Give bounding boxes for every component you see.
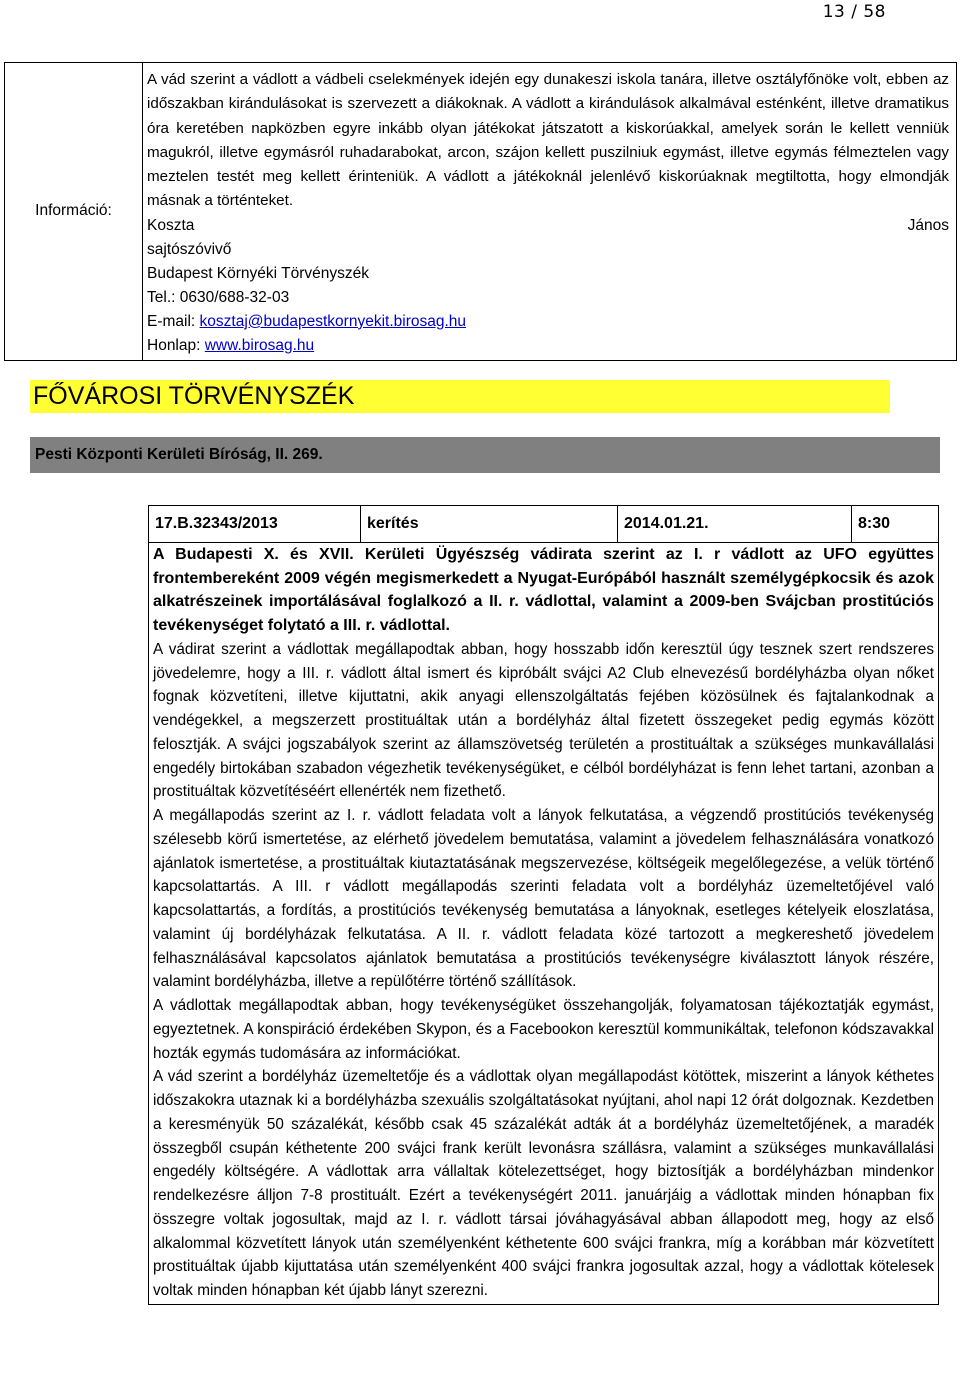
case-header-row <box>149 506 939 543</box>
case-paragraph: A vádlottak megállapodtak abban, hogy tevékenységüket összehangolják, folyamatosan tájékoztatják egymást, egyeztetnek. A konspiráció érdekében Skypon, és a Facebookon keresztül kommunikáltak, telefonon kódszavakkal hozták egymás tudomására az információkat. <box>153 997 934 1062</box>
court-heading-bar <box>30 380 890 413</box>
case-intro: A Budapesti X. és XVII. Kerületi Ügyészség vádirata szerint az I. r vádlott az UFO együttes frontembereként 2009 végén megismerkedett a Nyugat-Európából használt személygépkocsik és azok alkatrészeinek importálásával foglalkozó a II. r. vádlottal, valamint a 2009-ben Svájcban prostitúciós tevékenységet folytató a III. r. vádlottal. <box>153 546 934 635</box>
contact-website-label: Honlap: <box>147 336 205 354</box>
contact-email-line <box>147 310 949 334</box>
contact-last-name: János <box>907 216 949 234</box>
case-paragraph: A vád szerint a bordélyház üzemeltetője és a vádlottak olyan megállapodást kötöttek, miszerint a lányok kéthetes időszakokra utaznak ki a bordélyházba szexuális szolgáltatásokat nyújtani, ahol napi 12 órát dolgoznak. Kezdetben a keresményük 50 százalékát, később csak 45 százalékát adták át a bordélyház üzemeltetőjének, a maradék összegből csupán kéthetente 200 svájci frank került levonásra szállásra, valamint a szükséges munkavállalási engedély költségére. A vádlottak arra vállaltak kötelezettséget, hogy biztosítják a bordélyházban mindenkor rendelkezésre álljon 7-8 prostituált. Ezért a tevékenységért 2011. januárjáig a vádlottak minden hónapban fix összegre voltak jogosultak, majd az I. r. vádlott társai jóváhagyásával abban állapodott meg, hogy az első alkalommal közvetített lányok után személyenként kéthetente 600 svájci frankra, míg a korábban már közvetített prostituáltak újabb kijuttatása után személyenként 400 svájci frankra jogosultak azzal, hogy a vádlottak kötelesek voltak minden hónapban két újabb lányt szerezni. <box>153 1068 934 1300</box>
case-body-row <box>149 543 939 1305</box>
info-label-cell <box>5 63 143 361</box>
info-paragraph: A vád szerint a vádlott a vádbeli cselekmények idején egy dunakeszi iskola tanára, illetve osztályfőnöke volt, ebben az időszakban kirándulásokat is szervezett a diákoknak. A vádlott a kirándulások alkalmával esténként, illetve dramatikus óra keretében napközben egyre inkább olyan játékokat játszatott a kiskorúakkal, amelyek során le kellett venniük magukról, illetve egymásról ruhadarabokat, arcon, szájon kellett puszilniuk egymást, illetve egymás félmeztelen vagy meztelen testét meg kellett érinteniük. A vádlott a játékoknál jelenlévő kiskorúaknak megtiltotta, hogy elmondják másnak a történteket. <box>147 71 949 210</box>
contact-email-label: E-mail: <box>147 312 200 330</box>
case-body <box>149 543 939 1305</box>
case-type: kerítés <box>361 506 618 543</box>
contact-phone: Tel.: 0630/688-32-03 <box>147 288 290 306</box>
case-number: 17.B.32343/2013 <box>149 506 361 543</box>
contact-role: sajtószóvivő <box>147 240 232 258</box>
contact-website-line <box>147 334 949 358</box>
contact-website-link[interactable]: www.birosag.hu <box>204 336 315 354</box>
contact-name-row <box>147 214 949 238</box>
contact-email-link[interactable]: kosztaj@budapestkornyekit.birosag.hu <box>199 312 467 330</box>
page-number: 13 / 58 <box>822 2 886 22</box>
court-subheading: Pesti Központi Kerületi Bíróság, II. 269. <box>35 446 323 463</box>
case-date: 2014.01.21. <box>618 506 852 543</box>
contact-first-name: Koszta <box>147 216 195 234</box>
information-table <box>4 62 957 361</box>
info-label: Információ: <box>35 202 112 220</box>
court-heading: FŐVÁROSI TÖRVÉNYSZÉK <box>33 382 355 410</box>
case-time: 8:30 <box>852 506 939 543</box>
case-paragraph: A megállapodás szerint az I. r. vádlott feladata volt a lányok felkutatása, a végzendő prostitúciós tevékenység szélesebb körű ismertetése, az elérhető jövedelem bemutatása, valamint a jövedelem felhasználására vonatkozó ajánlatok ismertetése, a prostituáltak kiutaztatásának megszervezése, költségeik megelőlegezése, a velük történő kapcsolattartás. A III. r vádlott megállapodás szerinti feladata volt a bordélyház üzemeltetőjével való kapcsolattartás, a fordítás, a prostitúciós tevékenység bemutatása a lányoknak, esetleges kételyeik eloszlatása, valamint új bordélyházak felkutatása. A II. r. vádlott feladata közé tartozott a megkereshető jövedelem felhasználásával kapcsolatos ajánlatok bemutatása a prostitúciós tevékenységre kiválasztott lányok részére, valamint bordélyházba, illetve a repülőtérre történő szállítások. <box>153 807 934 991</box>
case-table <box>148 505 939 1305</box>
info-content <box>143 63 957 361</box>
court-subheading-bar <box>30 437 940 473</box>
contact-organization: Budapest Környéki Törvényszék <box>147 264 369 282</box>
case-paragraph: A vádirat szerint a vádlottak megállapodtak abban, hogy hosszabb időn keresztül úgy tesznek szert rendszeres jövedelemre, hogy a III. r. vádlott által ismert és kipróbált svájci A2 Club elnevezésű bordélyházba olyan nőket fognak közvetíteni, illetve kijuttatni, akik anyagi ellenszolgáltatás fejében közösülnek és fajtalankodnak a vendégekkel, a megszerzett prostituáltak után a bordélyház által fizetett összegeket pedig egymás között felosztják. A svájci jogszabályok szerint az államszövetség területén a prostituáltak a szükséges munkavállalási engedély birtokában szabadon végezhetik tevékenységüket, e célból bordélyházat is fenn lehet tartani, azonban a prostituáltak közvetítéséért ellenérték nem fizethető. <box>153 640 934 801</box>
